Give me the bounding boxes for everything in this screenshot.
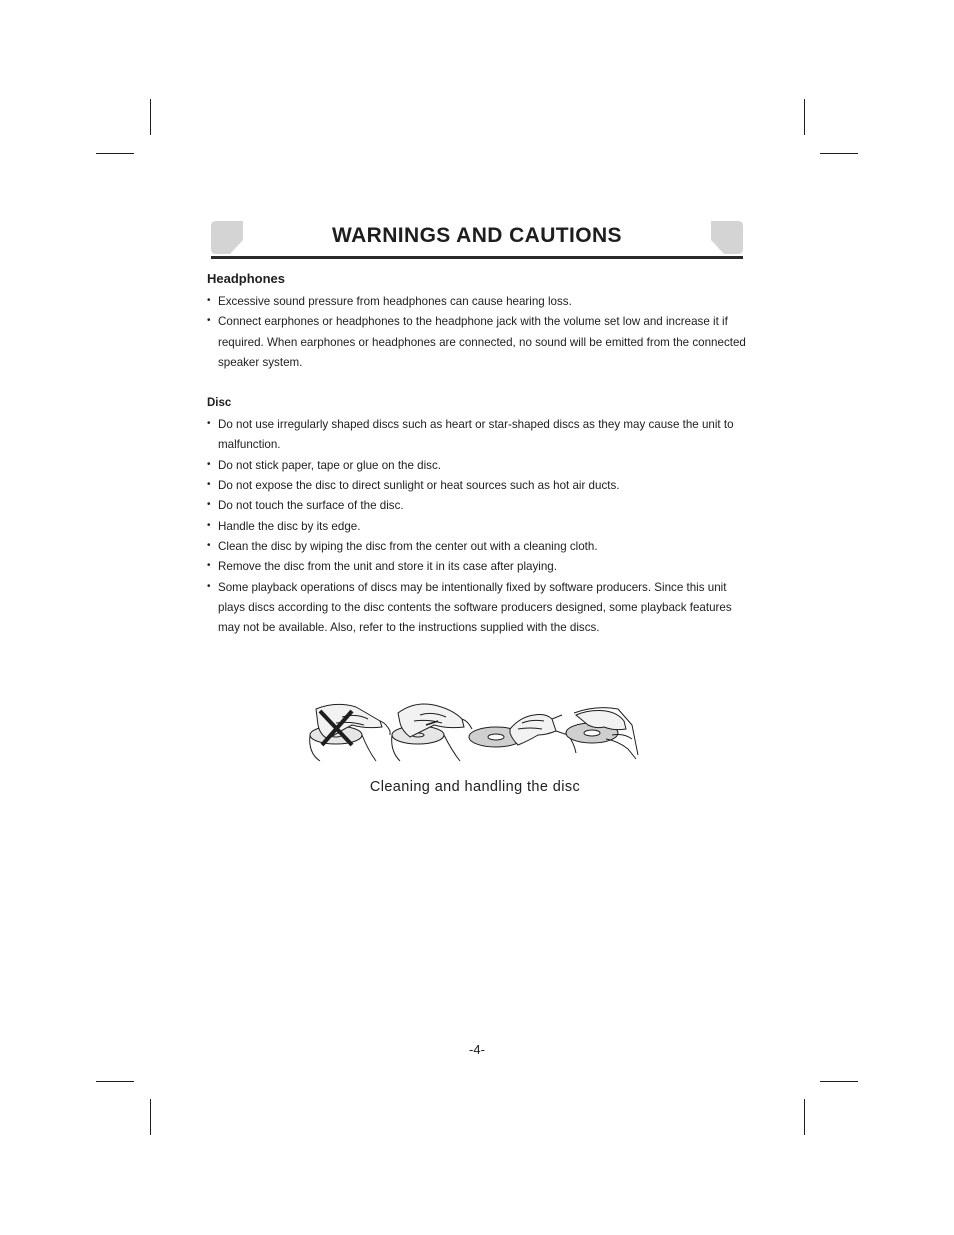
crop-mark — [820, 1081, 858, 1082]
list-item: • Excessive sound pressure from headphones can cause hearing loss. — [207, 292, 747, 312]
bullet-icon: • — [207, 458, 211, 470]
list-item: • Clean the disc by wiping the disc from the center out with a cleaning cloth. — [207, 537, 747, 557]
bullet-icon: • — [207, 499, 211, 511]
crop-mark — [804, 99, 805, 135]
crop-mark — [96, 1081, 134, 1082]
list-item: • Do not stick paper, tape or glue on the disc. — [207, 456, 747, 476]
bullet-icon: • — [207, 519, 211, 531]
list-item: • Remove the disc from the unit and store it in its case after playing. — [207, 557, 747, 577]
list-item: • Connect earphones or headphones to the headphone jack with the volume set low and increase it if required. When earphones or headphones are connected, no sound will be emitted from the connected speaker system. — [207, 312, 747, 373]
disc-handling-illustration — [306, 695, 639, 765]
crop-mark — [804, 1099, 805, 1135]
storing-disc-icon — [566, 708, 638, 759]
section-heading-headphones: Headphones — [207, 271, 286, 286]
holding-disc-edge-icon — [469, 715, 576, 754]
bullet-icon: • — [207, 418, 211, 430]
page-title: WARNINGS AND CAUTIONS — [332, 224, 622, 247]
wrong-handling-icon — [310, 704, 390, 761]
cleaning-disc-icon — [392, 704, 472, 761]
crop-mark — [150, 1099, 151, 1135]
bullet-icon: • — [207, 580, 211, 592]
page-number: -4- — [469, 1042, 485, 1057]
bullet-icon: • — [207, 539, 211, 551]
tab-decoration-icon — [711, 221, 743, 254]
bullet-icon: • — [207, 295, 211, 306]
list-item: • Do not expose the disc to direct sunlight or heat sources such as hot air ducts. — [207, 476, 747, 496]
list-item: • Handle the disc by its edge. — [207, 517, 747, 537]
headphones-list — [207, 292, 747, 373]
list-item: • Do not touch the surface of the disc. — [207, 496, 747, 516]
crop-mark — [96, 153, 134, 154]
crop-mark — [150, 99, 151, 135]
crop-mark — [820, 153, 858, 154]
section-heading-disc: Disc — [207, 397, 232, 410]
page-header — [211, 220, 743, 260]
page-content — [207, 270, 747, 638]
bullet-icon: • — [207, 479, 211, 491]
header-rule — [211, 256, 743, 259]
figure-caption: Cleaning and handling the disc — [369, 779, 581, 795]
list-item: • Do not use irregularly shaped discs such as heart or star-shaped discs as they may cause the unit to malfunction. — [207, 415, 747, 456]
list-item: • Some playback operations of discs may be intentionally fixed by software producers. Since this unit plays discs according to the disc contents the software producers designed, some playback features may not be available. Also, refer to the instructions supplied with the discs. — [207, 578, 747, 639]
bullet-icon: • — [207, 315, 211, 327]
bullet-icon: • — [207, 560, 211, 572]
disc-list — [207, 415, 747, 638]
